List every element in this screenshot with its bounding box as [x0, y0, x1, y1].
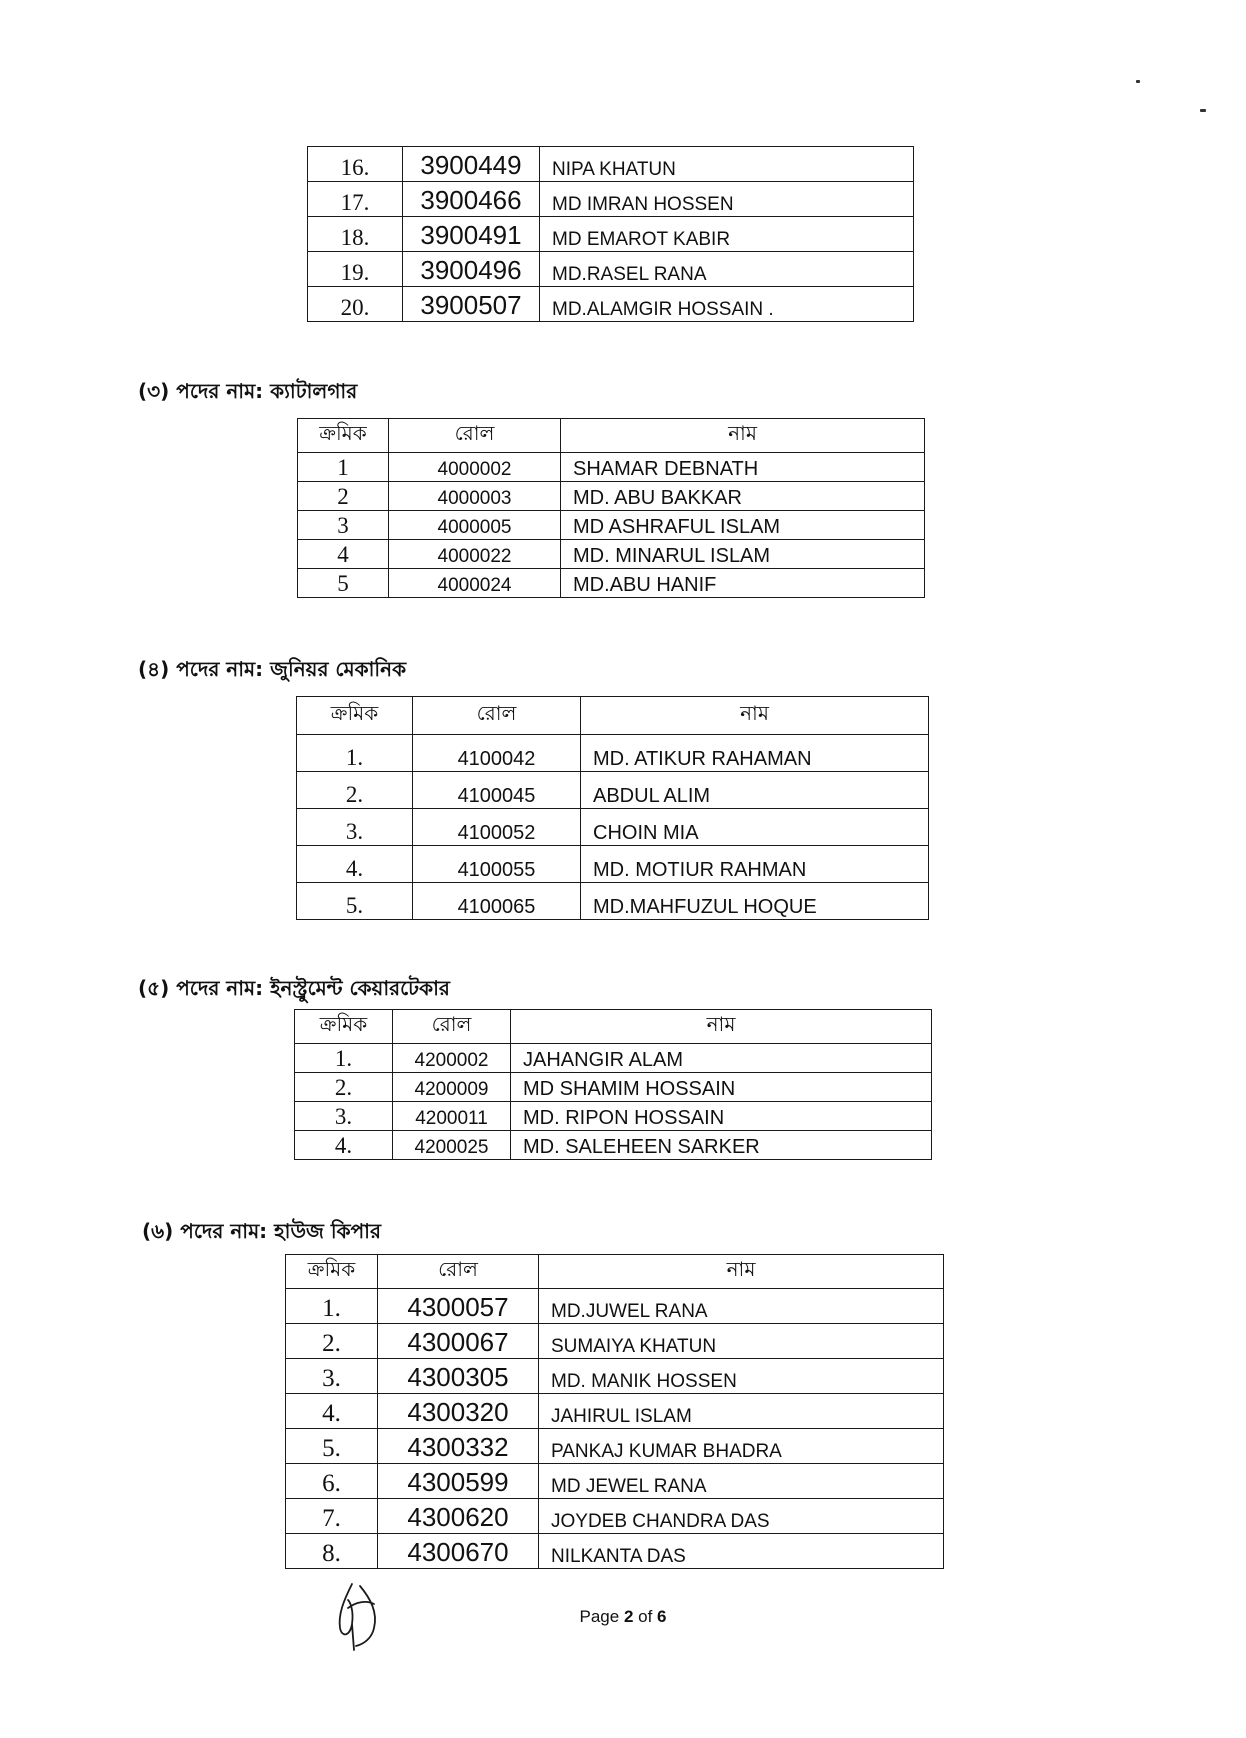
column-header-name: নাম	[539, 1255, 944, 1289]
serial-cell: 1.	[286, 1289, 378, 1324]
table-row	[286, 1394, 944, 1429]
roll-cell: 4000024	[389, 569, 561, 598]
table-row	[286, 1534, 944, 1569]
table-row	[286, 1499, 944, 1534]
table-row	[298, 453, 925, 482]
serial-cell: 4	[298, 540, 389, 569]
table-row	[286, 1324, 944, 1359]
table-row	[298, 482, 925, 511]
table-row	[308, 147, 914, 182]
name-cell: MD SHAMIM HOSSAIN	[511, 1073, 932, 1102]
roll-cell: 3900449	[403, 147, 540, 182]
candidate-table-continued	[307, 146, 914, 322]
column-header-name: নাম	[511, 1010, 932, 1044]
roll-cell: 3900466	[403, 182, 540, 217]
table-row	[297, 883, 929, 920]
footer-current-page: 2	[623, 1607, 634, 1626]
table-row	[297, 735, 929, 772]
table-row	[295, 1131, 932, 1160]
page-footer	[0, 1607, 1246, 1627]
serial-cell: 2.	[295, 1073, 393, 1102]
footer-prefix: Page	[579, 1607, 624, 1626]
name-cell: SUMAIYA KHATUN	[539, 1324, 944, 1359]
name-cell: MD. MOTIUR RAHMAN	[581, 846, 929, 883]
name-cell: MD. MANIK HOSSEN	[539, 1359, 944, 1394]
roll-cell: 4300057	[378, 1289, 539, 1324]
table-row	[286, 1289, 944, 1324]
name-cell: NILKANTA DAS	[539, 1534, 944, 1569]
serial-cell: 20.	[308, 287, 403, 322]
table-header-row	[298, 419, 925, 453]
column-header-serial: ক্রমিক	[286, 1255, 378, 1289]
serial-cell: 6.	[286, 1464, 378, 1499]
name-cell: MD. SALEHEEN SARKER	[511, 1131, 932, 1160]
name-cell: MD. ATIKUR RAHAMAN	[581, 735, 929, 772]
table-row	[295, 1102, 932, 1131]
column-header-roll: রোল	[393, 1010, 511, 1044]
roll-cell: 3900491	[403, 217, 540, 252]
name-cell: ABDUL ALIM	[581, 772, 929, 809]
section-heading-house-keeper: (৬) পদের নাম: হাউজ কিপার	[142, 1219, 381, 1243]
column-header-serial: ক্রমিক	[298, 419, 389, 453]
roll-cell: 4000002	[389, 453, 561, 482]
table-header-row	[286, 1255, 944, 1289]
name-cell: MD.MAHFUZUL HOQUE	[581, 883, 929, 920]
serial-cell: 4.	[286, 1394, 378, 1429]
table-row	[297, 846, 929, 883]
name-cell: MD.ALAMGIR HOSSAIN .	[540, 287, 914, 322]
column-header-name: নাম	[561, 419, 925, 453]
roll-cell: 4200009	[393, 1073, 511, 1102]
table-row	[308, 217, 914, 252]
serial-cell: 3.	[286, 1359, 378, 1394]
roll-cell: 4300305	[378, 1359, 539, 1394]
serial-cell: 1.	[295, 1044, 393, 1073]
table-row	[286, 1464, 944, 1499]
table-row	[297, 809, 929, 846]
column-header-serial: ক্রমিক	[295, 1010, 393, 1044]
table-row	[297, 772, 929, 809]
name-cell: MD. RIPON HOSSAIN	[511, 1102, 932, 1131]
name-cell: CHOIN MIA	[581, 809, 929, 846]
section-heading-junior-mechanic: (৪) পদের নাম: জুনিয়র মেকানিক	[138, 657, 407, 681]
roll-cell: 4100052	[413, 809, 581, 846]
name-cell: MD EMAROT KABIR	[540, 217, 914, 252]
roll-cell: 4000003	[389, 482, 561, 511]
serial-cell: 3.	[297, 809, 413, 846]
roll-cell: 3900507	[403, 287, 540, 322]
table-row	[286, 1359, 944, 1394]
name-cell: MD IMRAN HOSSEN	[540, 182, 914, 217]
table-row	[298, 569, 925, 598]
name-cell: JAHANGIR ALAM	[511, 1044, 932, 1073]
table-row	[295, 1044, 932, 1073]
column-header-roll: রোল	[378, 1255, 539, 1289]
roll-cell: 4100065	[413, 883, 581, 920]
section-heading-instrument-caretaker: (৫) পদের নাম: ইনস্ট্রুমেন্ট কেয়ারটেকার	[138, 976, 450, 1000]
table-row	[298, 540, 925, 569]
serial-cell: 8.	[286, 1534, 378, 1569]
roll-cell: 3900496	[403, 252, 540, 287]
serial-cell: 5.	[286, 1429, 378, 1464]
roll-cell: 4300332	[378, 1429, 539, 1464]
name-cell: MD.JUWEL RANA	[539, 1289, 944, 1324]
name-cell: MD. ABU BAKKAR	[561, 482, 925, 511]
roll-cell: 4300620	[378, 1499, 539, 1534]
candidate-table-instrument-caretaker	[294, 1009, 932, 1160]
serial-cell: 1	[298, 453, 389, 482]
serial-cell: 2.	[286, 1324, 378, 1359]
roll-cell: 4100045	[413, 772, 581, 809]
roll-cell: 4100055	[413, 846, 581, 883]
name-cell: MD ASHRAFUL ISLAM	[561, 511, 925, 540]
roll-cell: 4300599	[378, 1464, 539, 1499]
serial-cell: 2.	[297, 772, 413, 809]
name-cell: MD JEWEL RANA	[539, 1464, 944, 1499]
serial-cell: 3	[298, 511, 389, 540]
serial-cell: 16.	[308, 147, 403, 182]
column-header-serial: ক্রমিক	[297, 697, 413, 735]
name-cell: NIPA KHATUN	[540, 147, 914, 182]
table-row	[308, 252, 914, 287]
table-row	[308, 287, 914, 322]
serial-cell: 4.	[297, 846, 413, 883]
serial-cell: 2	[298, 482, 389, 511]
name-cell: MD.ABU HANIF	[561, 569, 925, 598]
serial-cell: 5.	[297, 883, 413, 920]
serial-cell: 18.	[308, 217, 403, 252]
column-header-name: নাম	[581, 697, 929, 735]
footer-total-pages: 6	[657, 1607, 667, 1626]
name-cell: SHAMAR DEBNATH	[561, 453, 925, 482]
roll-cell: 4200002	[393, 1044, 511, 1073]
serial-cell: 3.	[295, 1102, 393, 1131]
roll-cell: 4000022	[389, 540, 561, 569]
name-cell: MD.RASEL RANA	[540, 252, 914, 287]
name-cell: JAHIRUL ISLAM	[539, 1394, 944, 1429]
roll-cell: 4100042	[413, 735, 581, 772]
serial-cell: 4.	[295, 1131, 393, 1160]
serial-cell: 7.	[286, 1499, 378, 1534]
section-heading-cataloguer: (৩) পদের নাম: ক্যাটালগার	[138, 379, 358, 403]
roll-cell: 4300670	[378, 1534, 539, 1569]
roll-cell: 4200011	[393, 1102, 511, 1131]
footer-middle: of	[633, 1607, 658, 1626]
roll-cell: 4000005	[389, 511, 561, 540]
name-cell: PANKAJ KUMAR BHADRA	[539, 1429, 944, 1464]
table-row	[295, 1073, 932, 1102]
column-header-roll: রোল	[413, 697, 581, 735]
serial-cell: 19.	[308, 252, 403, 287]
candidate-table-house-keeper	[285, 1254, 944, 1569]
serial-cell: 17.	[308, 182, 403, 217]
table-header-row	[295, 1010, 932, 1044]
candidate-table-junior-mechanic	[296, 696, 929, 920]
name-cell: MD. MINARUL ISLAM	[561, 540, 925, 569]
serial-cell: 5	[298, 569, 389, 598]
scan-mark	[1200, 109, 1206, 112]
column-header-roll: রোল	[389, 419, 561, 453]
table-header-row	[297, 697, 929, 735]
roll-cell: 4300320	[378, 1394, 539, 1429]
serial-cell: 1.	[297, 735, 413, 772]
table-row	[308, 182, 914, 217]
candidate-table-cataloguer	[297, 418, 925, 598]
scan-mark	[1136, 80, 1140, 83]
name-cell: JOYDEB CHANDRA DAS	[539, 1499, 944, 1534]
table-row	[286, 1429, 944, 1464]
roll-cell: 4300067	[378, 1324, 539, 1359]
roll-cell: 4200025	[393, 1131, 511, 1160]
table-row	[298, 511, 925, 540]
